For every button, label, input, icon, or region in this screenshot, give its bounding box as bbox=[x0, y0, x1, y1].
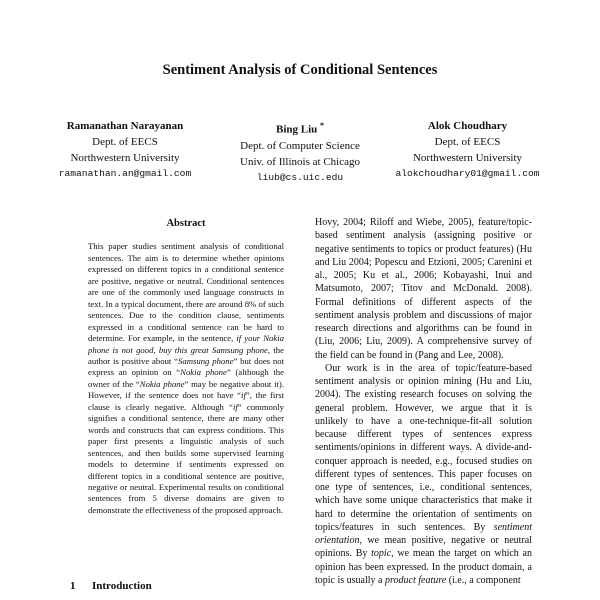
section-number: 1 bbox=[70, 580, 76, 592]
author-2-affiliation: Univ. of Illinois at Chicago bbox=[240, 155, 360, 168]
right-text-c: , we mean positive, negative or neutral opinions. By bbox=[315, 535, 532, 560]
abstract-text-5: ” may be negative about it). However, if the sentence does not have “ bbox=[88, 378, 284, 401]
abstract-text-6: ”, the first clause is clearly negative. Although “ bbox=[88, 390, 284, 412]
author-3-name: Alok Choudhary bbox=[427, 120, 508, 132]
author-3-affiliation: Northwestern University bbox=[412, 152, 523, 164]
author-1-name: Ramanathan Narayanan bbox=[66, 120, 184, 132]
left-column bbox=[88, 218, 284, 516]
right-text-a: Our work is in the area of topic/feature-based sentiment analysis or opinion mining (Hu and Liu, 2004). The existing research focuses on solving the general problem. However, we argue that it is unlikely to have a one-technique-fit-all solution because different types of sentences express sentiments/opinions in different ways. A divide-and-conquer approach is needed, e.g., focused studies on different types of sentences. This paper focuses on one type of sentences, i.e., conditional sentences, which have some unique characteristics that make it hard to determine the orientation of sentiments on topics/features in such sentences. By bbox=[315, 362, 532, 533]
abstract-text-7: ” commonly signifies a conditional sentence, there are many other words and constructs that can express conditions. This paper first presents a linguistic analysis of such sentences, and then builds some supervised learning models to determine if sentiments expressed on different topics in a conditional sentence are positive, negative or neutral. Experimental results on conditional sentences from 5 diverse domains are given to demonstrate the effectiveness of the proposed approach. bbox=[88, 401, 284, 515]
right-term-product-feature: product feature bbox=[385, 574, 447, 586]
author-1-dept: Dept. of EECS bbox=[92, 136, 158, 148]
author-1-email: ramanathan.an@gmail.com bbox=[58, 168, 192, 179]
section-title: Introduction bbox=[92, 580, 152, 592]
abstract-example-6: if bbox=[232, 401, 238, 412]
abstract-text-4: ” (although the owner of the “ bbox=[88, 367, 285, 389]
abstract-example-4: Nokia phone bbox=[139, 378, 185, 389]
abstract-example-2: Samsung phone bbox=[178, 355, 234, 366]
author-3-dept: Dept. of EECS bbox=[434, 136, 501, 148]
right-column bbox=[315, 216, 532, 587]
abstract-text-3: ” but does not express an opinion on “ bbox=[88, 355, 284, 378]
author-3-email: alokchoudhary01@gmail.com bbox=[395, 168, 540, 179]
abstract-body bbox=[88, 241, 284, 516]
abstract-text-2: , the author is positive about “ bbox=[88, 344, 284, 366]
right-text-e: , we mean the target on which an opinion has been expressed. In the product domain, a topic is usually a bbox=[315, 548, 532, 586]
right-text-g: (i.e., a component bbox=[446, 574, 521, 586]
abstract-example-3: Nokia phone bbox=[180, 367, 227, 378]
abstract-heading: Abstract bbox=[166, 218, 206, 229]
author-2-dept: Dept. of Computer Science bbox=[240, 139, 360, 152]
right-paragraph-1: Hovy, 2004; Riloff and Wiebe, 2005), feature/topic-based sentiment analysis (assigning positive or negative sentiments to topics or product features) (Hu and Liu 2004; Popescu and Etzioni, 2005; Carenini et al., 2005; Ku et al., 2006; Kobayashi, Inui and Matsumoto, 2007; Titov and McDonald. 2008). Formal definitions of different aspects of the sentiment analysis problem and discussions of major research directions and algorithms can be found in (Liu, 2006; Liu, 2009). A comprehensive survey of the field can be found in (Pang and Lee, 2008). bbox=[315, 217, 532, 361]
author-2-footnote-mark: * bbox=[320, 121, 325, 130]
author-2-name: Bing Liu bbox=[275, 123, 318, 136]
abstract-example-sentence: if your Nokia phone is not good, buy this great Samsung phone bbox=[88, 333, 284, 355]
abstract-example-5: if bbox=[241, 390, 246, 401]
abstract-text-1: This paper studies sentiment analysis of conditional sentences. The aim is to determine whether opinions expressed on different topics in a conditional sentence are positive, negative or neutral. Conditional sentences are one of the commonly used language constructs in text. In a typical document, there are around 8% of such sentences. Due to the condition clause, sentiments expressed in a conditional sentence can be hard to determine. For example, in the sentence, bbox=[88, 241, 284, 344]
right-term-topic: topic bbox=[371, 548, 392, 560]
author-1-affiliation: Northwestern University bbox=[70, 152, 180, 164]
paper-title: Sentiment Analysis of Conditional Sentences bbox=[162, 62, 438, 78]
right-paragraph-2 bbox=[315, 362, 532, 587]
author-2-email: liub@cs.uic.edu bbox=[256, 171, 344, 183]
right-term-sentiment-orientation: sentiment orientation bbox=[315, 521, 532, 546]
section-heading-introduction bbox=[70, 580, 152, 592]
author-2 bbox=[220, 118, 380, 186]
author-3 bbox=[380, 118, 555, 182]
author-1 bbox=[50, 118, 200, 182]
